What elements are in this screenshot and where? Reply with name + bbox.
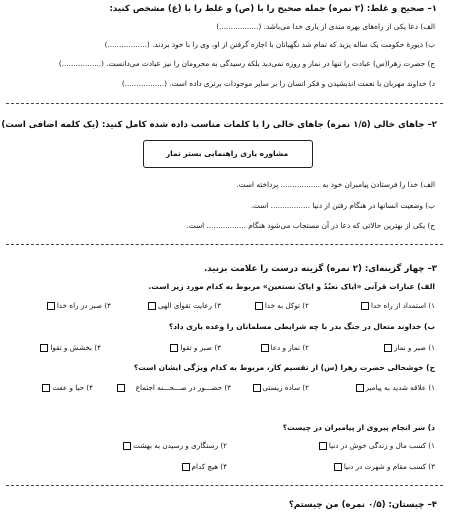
q2-title: ۲– جاهای خالی (۱/۵ نمره) جاهای خالی را با کلمات مناسب داده شده کامل کنید: (یک کلمه اضافی است) xyxy=(1,120,437,130)
divider xyxy=(6,485,443,486)
q3b-option-2[interactable]: ۲) نماز و دعا xyxy=(259,343,310,352)
checkbox[interactable] xyxy=(170,344,178,352)
checkbox[interactable] xyxy=(384,344,392,352)
q2-item-b: ب) وضعیت انسانها در هنگام رفتن از دنیا ................. است. xyxy=(250,201,435,210)
checkbox[interactable] xyxy=(261,344,269,352)
q3d-option-3[interactable]: ۳) کسب مقام و شهرت در دنیا xyxy=(332,462,435,471)
q1-title: ۱– صحیح و غلط: (۲ نمره) جمله صحیح را با (ص) و غلط را با (غ) مشخص کنید: xyxy=(109,4,437,14)
checkbox[interactable] xyxy=(47,302,55,310)
q3c-option-1[interactable]: ۱) علاقه شدید به پیامبر xyxy=(354,383,435,392)
checkbox[interactable] xyxy=(42,384,50,392)
q1-item-d: د) خداوند مهربان با نعمت اندیشیدن و فکر انسان را بر سایر موجودات برتری داده است. (.................) xyxy=(121,79,435,88)
q3a-option-3[interactable]: ۳) رعایت تقوای الهی xyxy=(146,301,221,310)
q3b-question: ب) خداوند متعال در جنگ بدر با چه شرایطی مسلمانان را وعده یاری داد؟ xyxy=(168,322,435,331)
q3d-question: د) سر انجام پیروی از پیامبران در چیست؟ xyxy=(282,423,435,432)
q3a-option-2[interactable]: ۲) توکل به خدا xyxy=(253,301,309,310)
q3d-option-4[interactable]: ۴) هیچ کدام xyxy=(180,462,228,471)
q3a-option-1[interactable]: ۱) استمداد از راه خدا xyxy=(359,301,435,310)
checkbox[interactable] xyxy=(334,463,342,471)
checkbox[interactable] xyxy=(148,302,156,310)
q3b-option-1[interactable]: ۱) صبر و نماز xyxy=(382,343,435,352)
q3c-option-3[interactable]: ۳) حضـــور در صـــحـــنه اجتماع xyxy=(115,383,231,392)
q3b-option-3[interactable]: ۳) صبر و تقوا xyxy=(168,343,221,352)
q3c-option-2[interactable]: ۲) ساده زیستی xyxy=(251,383,309,392)
q3d-option-1[interactable]: ۱) کسب مال و زندگی خوش در دنیا xyxy=(317,441,435,450)
q1-item-c: ج) حضرت زهرا(س) عبادت را تنها در نماز و روزه نمی‌دید بلکه رسیدگی به محرومان را نیز عبادت می‌دانست. (.................) xyxy=(58,59,435,68)
q3a-question: الف) عبارات قرآنی «ایاک نعبُدُ و ایاکَ نستعین» مربوط به کدام مورد زیر است. xyxy=(148,282,435,291)
checkbox[interactable] xyxy=(182,463,190,471)
q4-title: ۴– چیستان: (۰/۵ نمره) من چیستم؟ xyxy=(288,500,437,510)
q3-title: ۳– چهار گزینه‌ای: (۲ نمره) گزینه درست را علامت بزنید. xyxy=(203,264,437,274)
divider xyxy=(6,103,443,104)
q3d-option-2[interactable]: ۲) رستگاری و رسیدن به بهشت xyxy=(121,441,227,450)
checkbox[interactable] xyxy=(356,384,364,392)
q1-item-a: الف) دعا یکی از راه‌های بهره مندی از یاری خدا می‌باشد. (.................) xyxy=(216,22,435,31)
word-bank: مشاوره یاری راهنمایی بستر تمار xyxy=(165,149,289,158)
checkbox[interactable] xyxy=(255,302,263,310)
divider xyxy=(6,244,443,245)
checkbox[interactable] xyxy=(117,384,125,392)
q3c-question: ج) خوشحالی حضرت زهرا (س) از تقسیم کار، مربوط به کدام ویژگی ایشان است؟ xyxy=(133,363,435,372)
checkbox[interactable] xyxy=(361,302,369,310)
checkbox[interactable] xyxy=(40,344,48,352)
q3a-option-4[interactable]: ۴) صبر در راه خدا xyxy=(45,301,111,310)
q3c-option-4[interactable]: ۴) حیا و عفت xyxy=(40,383,93,392)
q3b-option-4[interactable]: ۴) بخشش و تقوا xyxy=(38,343,101,352)
checkbox[interactable] xyxy=(319,442,327,450)
q2-item-a: الف) خدا را فرستادن پیامبران خود به ................. پرداخته است. xyxy=(236,180,435,189)
q2-item-c: ج) یکی از بهترین حالاتی که دعا در آن مستجاب می‌شود هنگام ................. است. xyxy=(186,221,435,230)
q1-item-b: ب) دیورهٔ حکومت یک ساله یزید که تمام شد نگهبانان با اجازه گرفتن از او، وی را با خود بردند. (.................) xyxy=(104,40,435,49)
checkbox[interactable] xyxy=(253,384,261,392)
checkbox[interactable] xyxy=(123,442,131,450)
